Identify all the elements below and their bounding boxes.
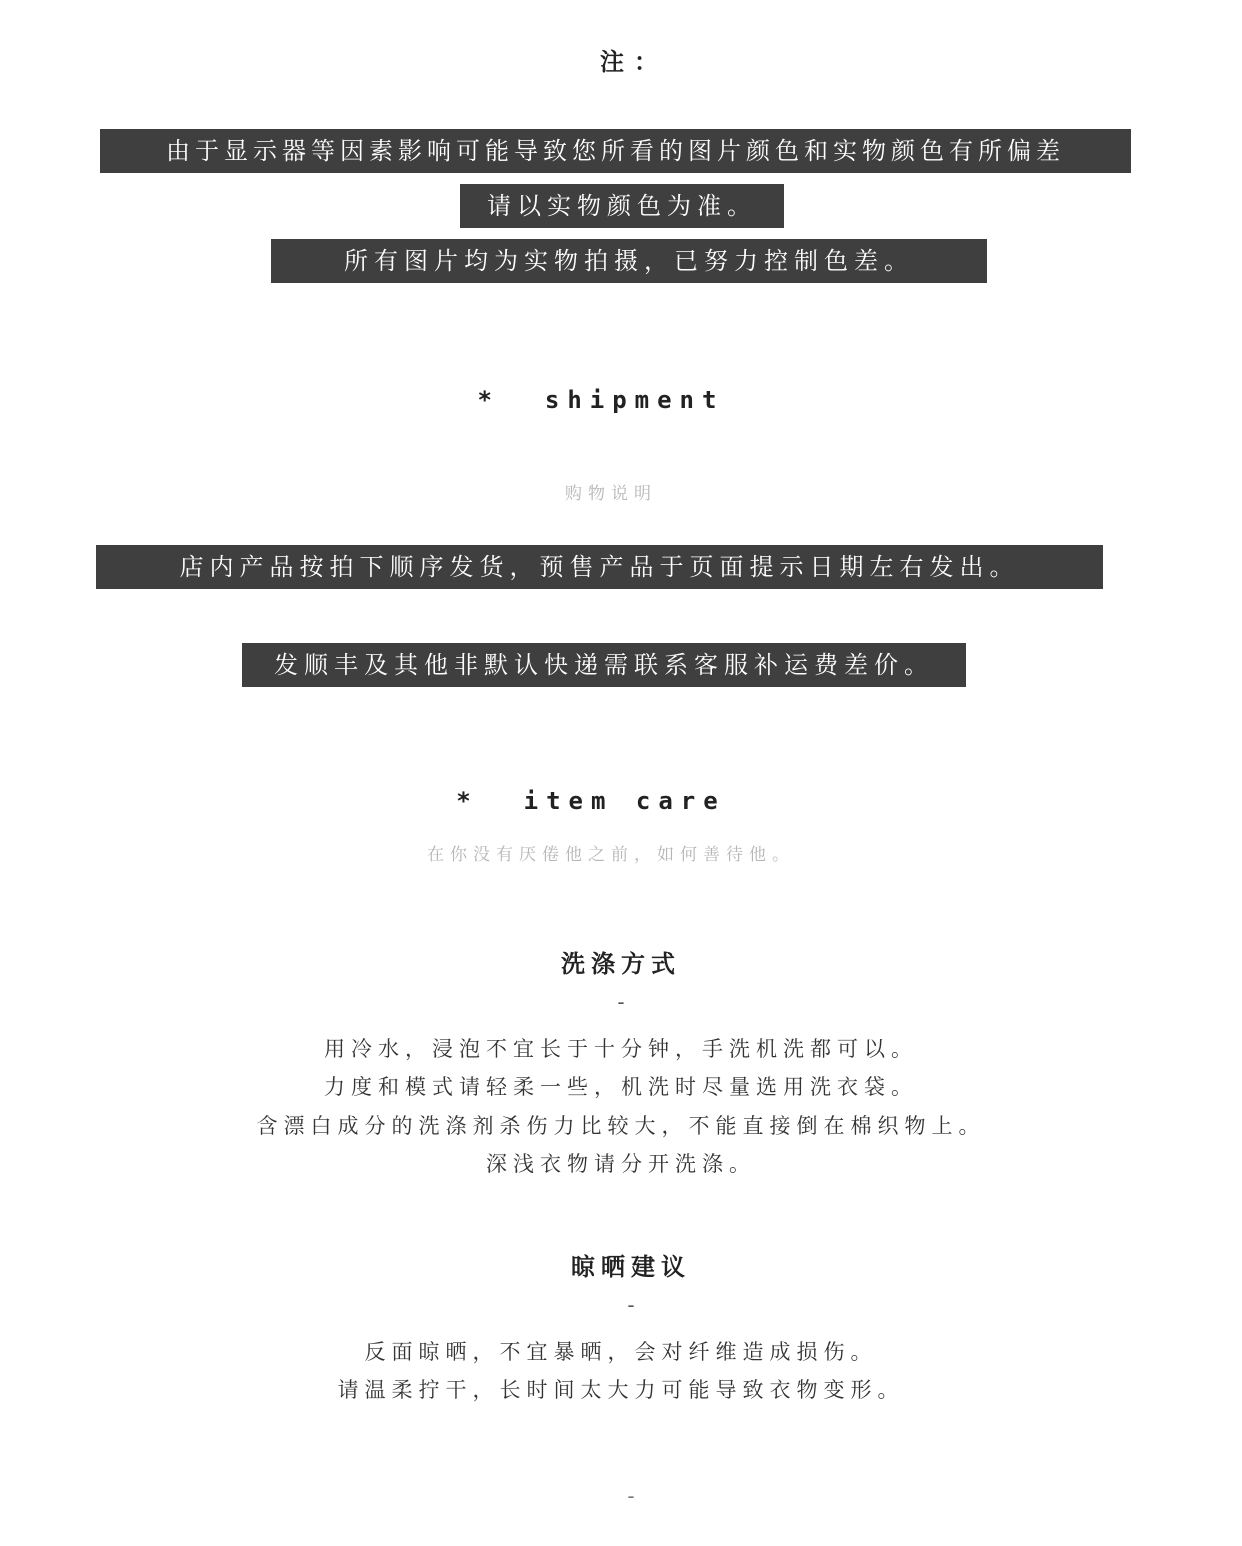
drying-dash: - <box>627 1293 635 1317</box>
shipment-text-1: 店内产品按拍下顺序发货，预售产品于页面提示日期左右发出。 <box>179 553 1020 581</box>
color-note-banner-1 <box>100 129 1131 173</box>
drying-title: 晾晒建议 <box>571 1253 691 1281</box>
shipment-heading: * shipment <box>477 386 725 414</box>
shipment-text-2: 发顺丰及其他非默认快递需联系客服补运费差价。 <box>274 651 934 679</box>
washing-line-3: 含漂白成分的洗涤剂杀伤力比较大，不能直接倒在棉织物上。 <box>256 1114 986 1138</box>
drying-line-2: 请温柔拧干，长时间太大力可能导致衣物变形。 <box>337 1378 905 1402</box>
color-note-text-3: 所有图片均为实物拍摄，已努力控制色差。 <box>344 247 914 275</box>
end-dash: - <box>627 1484 635 1508</box>
washing-dash: - <box>617 990 625 1014</box>
washing-title: 洗涤方式 <box>561 950 681 978</box>
shipment-subtitle: 购物说明 <box>565 484 657 504</box>
color-note-banner-2 <box>460 184 784 228</box>
color-note-text-2: 请以实物颜色为准。 <box>487 192 757 220</box>
shipment-banner-2 <box>242 643 966 687</box>
note-title: 注： <box>600 48 668 76</box>
washing-line-4: 深浅衣物请分开洗涤。 <box>486 1152 756 1176</box>
shipment-banner-1 <box>96 545 1103 589</box>
washing-line-2: 力度和模式请轻柔一些，机洗时尽量选用洗衣袋。 <box>324 1075 918 1099</box>
item-care-subtitle: 在你没有厌倦他之前，如何善待他。 <box>427 845 795 865</box>
color-note-text-1: 由于显示器等因素影响可能导致您所看的图片颜色和实物颜色有所偏差 <box>166 137 1065 165</box>
color-note-banner-3 <box>271 239 987 283</box>
item-care-heading: * item care <box>456 787 726 815</box>
drying-line-1: 反面晾晒，不宜暴晒，会对纤维造成损伤。 <box>364 1340 878 1364</box>
washing-line-1: 用冷水，浸泡不宜长于十分钟，手洗机洗都可以。 <box>324 1037 918 1061</box>
